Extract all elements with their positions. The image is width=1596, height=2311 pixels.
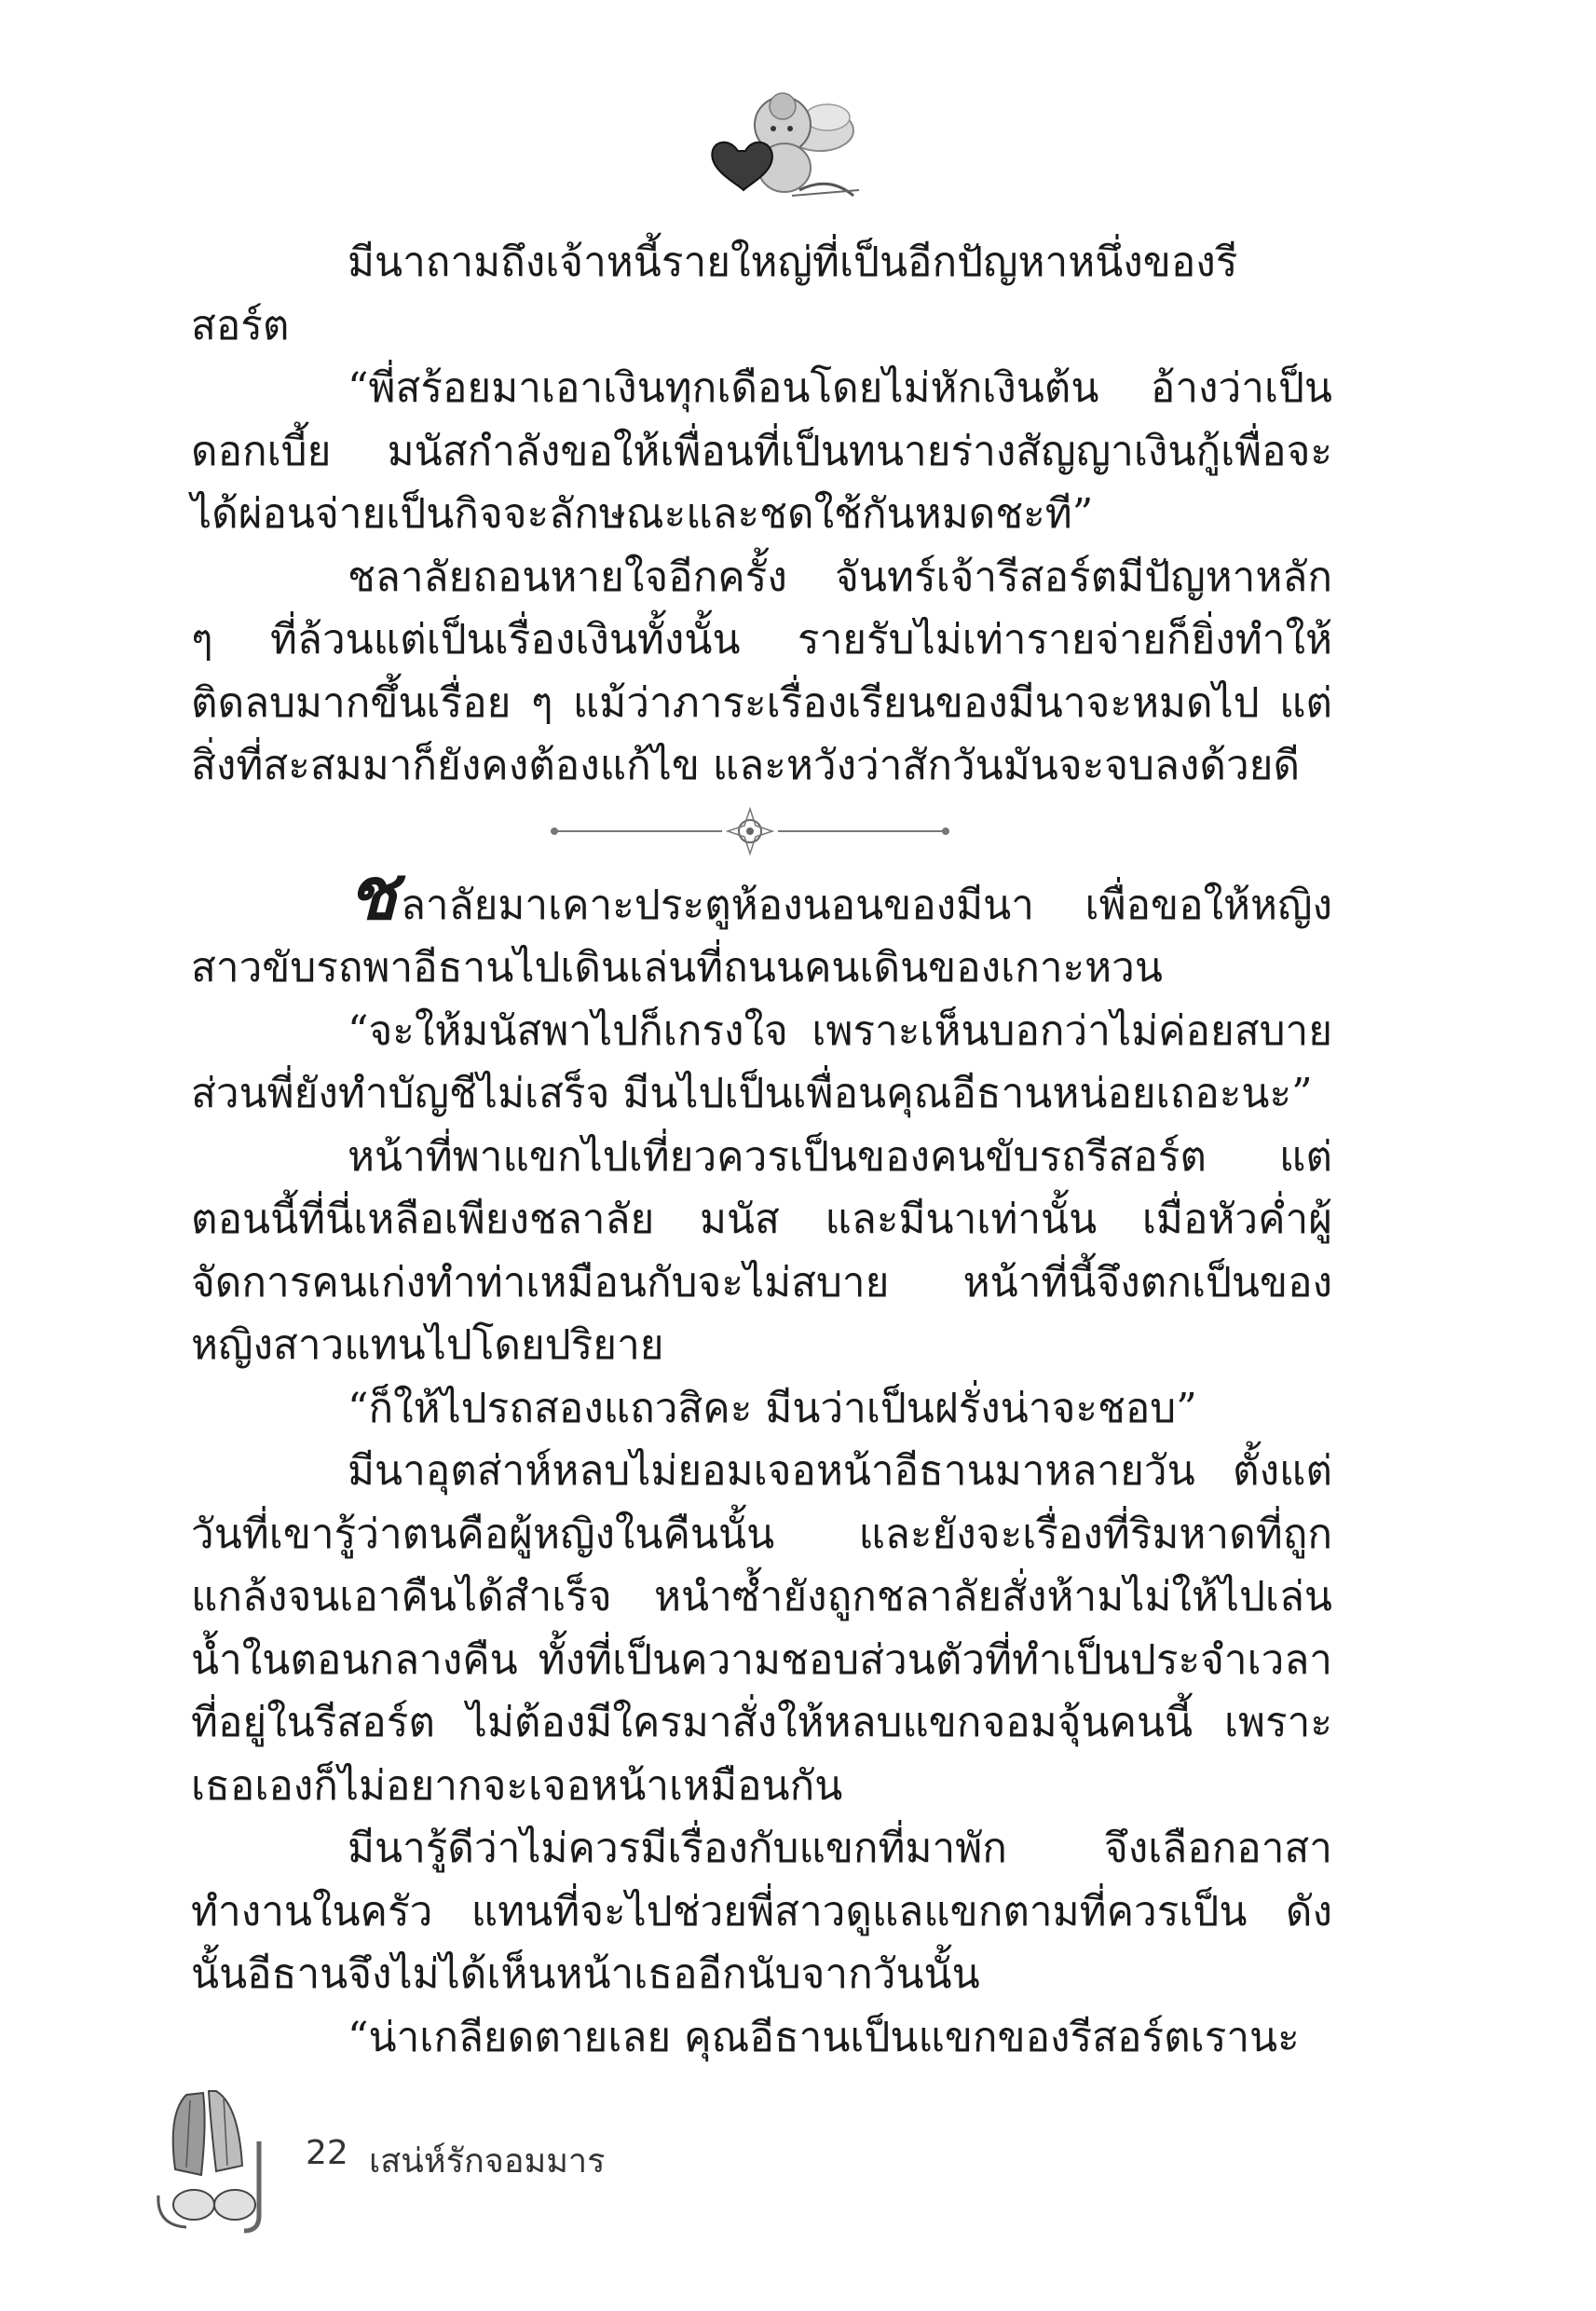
chapter-opening-paragraph — [191, 852, 1332, 1000]
paragraph: ชลาลัยถอนหายใจอีกครั้ง จันทร์เจ้ารีสอร์ตมีปัญหาหลัก ๆ ที่ล้วนแต่เป็นเรื่องเงินทั้งนั้น รายรับไม่เท่ารายจ่ายก็ยิ่งทำให้ติดลบมากขึ้นเรื่อย ๆ แม้ว่าภาระเรื่องเรียนของมีนาจะหมดไป แต่สิ่งที่สะสมมาก็ยังคงต้องแก้ไข และหวังว่าสักวันมันจะจบลงด้วยดี — [191, 553, 1332, 789]
paragraph: “น่าเกลียดตายเลย คุณอีธานเป็นแขกของรีสอร์ตเรานะ — [348, 2013, 1300, 2061]
section-divider — [191, 790, 1332, 874]
cupid-heart-icon — [689, 86, 866, 202]
paragraph: มีนาอุตส่าห์หลบไม่ยอมเจอหน้าอีธานมาหลายวัน ตั้งแต่วันที่เขารู้ว่าตนคือผู้หญิงในคืนนั้น และยังจะเรื่องที่ริมหาดที่ถูกแกล้งจนเอาคืนได้สำเร็จ หนำซ้ำยังถูกชลาลัยสั่งห้ามไม่ให้ไปเล่นน้ำในตอนกลางคืน ทั้งที่เป็นความชอบส่วนตัวที่ทำเป็นประจำเวลาที่อยู่ในรีสอร์ต ไม่ต้องมีใครมาสั่งให้หลบแขกจอมจุ้นคนนี้ เพราะเธอเองก็ไม่อยากจะเจอหน้าเหมือนกัน — [191, 1447, 1332, 1810]
page-number: 22 — [306, 2134, 348, 2172]
paragraph-text: ลาลัยมาเคาะประตูห้องนอนของมีนา เพื่อขอให้หญิงสาวขับรถพาอีธานไปเดินเล่นที่ถนนคนเดินของเกาะหวน — [191, 881, 1332, 991]
drop-cap: ช — [348, 852, 397, 937]
body-text — [191, 231, 1332, 2069]
paragraph: “พี่สร้อยมาเอาเงินทุกเดือนโดยไม่หักเงินต้น อ้างว่าเป็นดอกเบี้ย มนัสกำลังขอให้เพื่อนที่เป็นทนายร่างสัญญาเงินกู้เพื่อจะได้ผ่อนจ่ายเป็นกิจจะลักษณะและชดใช้กันหมดชะที” — [191, 364, 1332, 538]
paragraph: “จะให้มนัสพาไปก็เกรงใจ เพราะเห็นบอกว่าไม่ค่อยสบาย ส่วนพี่ยังทำบัญชีไม่เสร็จ มีนไปเป็นเพื่อนคุณอีธานหน่อยเถอะนะ” — [191, 1006, 1332, 1117]
paragraph: มีนาถามถึงเจ้าหนี้รายใหญ่ที่เป็นอีกปัญหาหนึ่งของรีสอร์ต — [191, 239, 1238, 349]
book-title: เสน่ห์รักจอมมาร — [369, 2142, 606, 2181]
paragraph: มีนารู้ดีว่าไม่ควรมีเรื่องกับแขกที่มาพัก จึงเลือกอาสาทำงานในครัว แทนที่จะไปช่วยพี่สาวดูแลแขกตามที่ควรเป็น ดังนั้นอีธานจึงไม่ได้เห็นหน้าเธออีกนับจากวันนั้น — [191, 1825, 1332, 1998]
snorkel-fins-icon — [149, 2085, 289, 2248]
paragraph: “ก็ให้ไปรถสองแถวสิคะ มีนว่าเป็นฝรั่งน่าจะชอบ” — [348, 1384, 1197, 1432]
page-footer — [149, 2085, 801, 2244]
paragraph: หน้าที่พาแขกไปเที่ยวควรเป็นของคนขับรถรีสอร์ต แต่ตอนนี้ที่นี่เหลือเพียงชลาลัย มนัส และมีนาเท่านั้น เมื่อหัวค่ำผู้จัดการคนเก่งทำท่าเหมือนกับจะไม่สบาย หน้าที่นี้จึงตกเป็นของหญิงสาวแทนไปโดยปริยาย — [191, 1132, 1332, 1369]
